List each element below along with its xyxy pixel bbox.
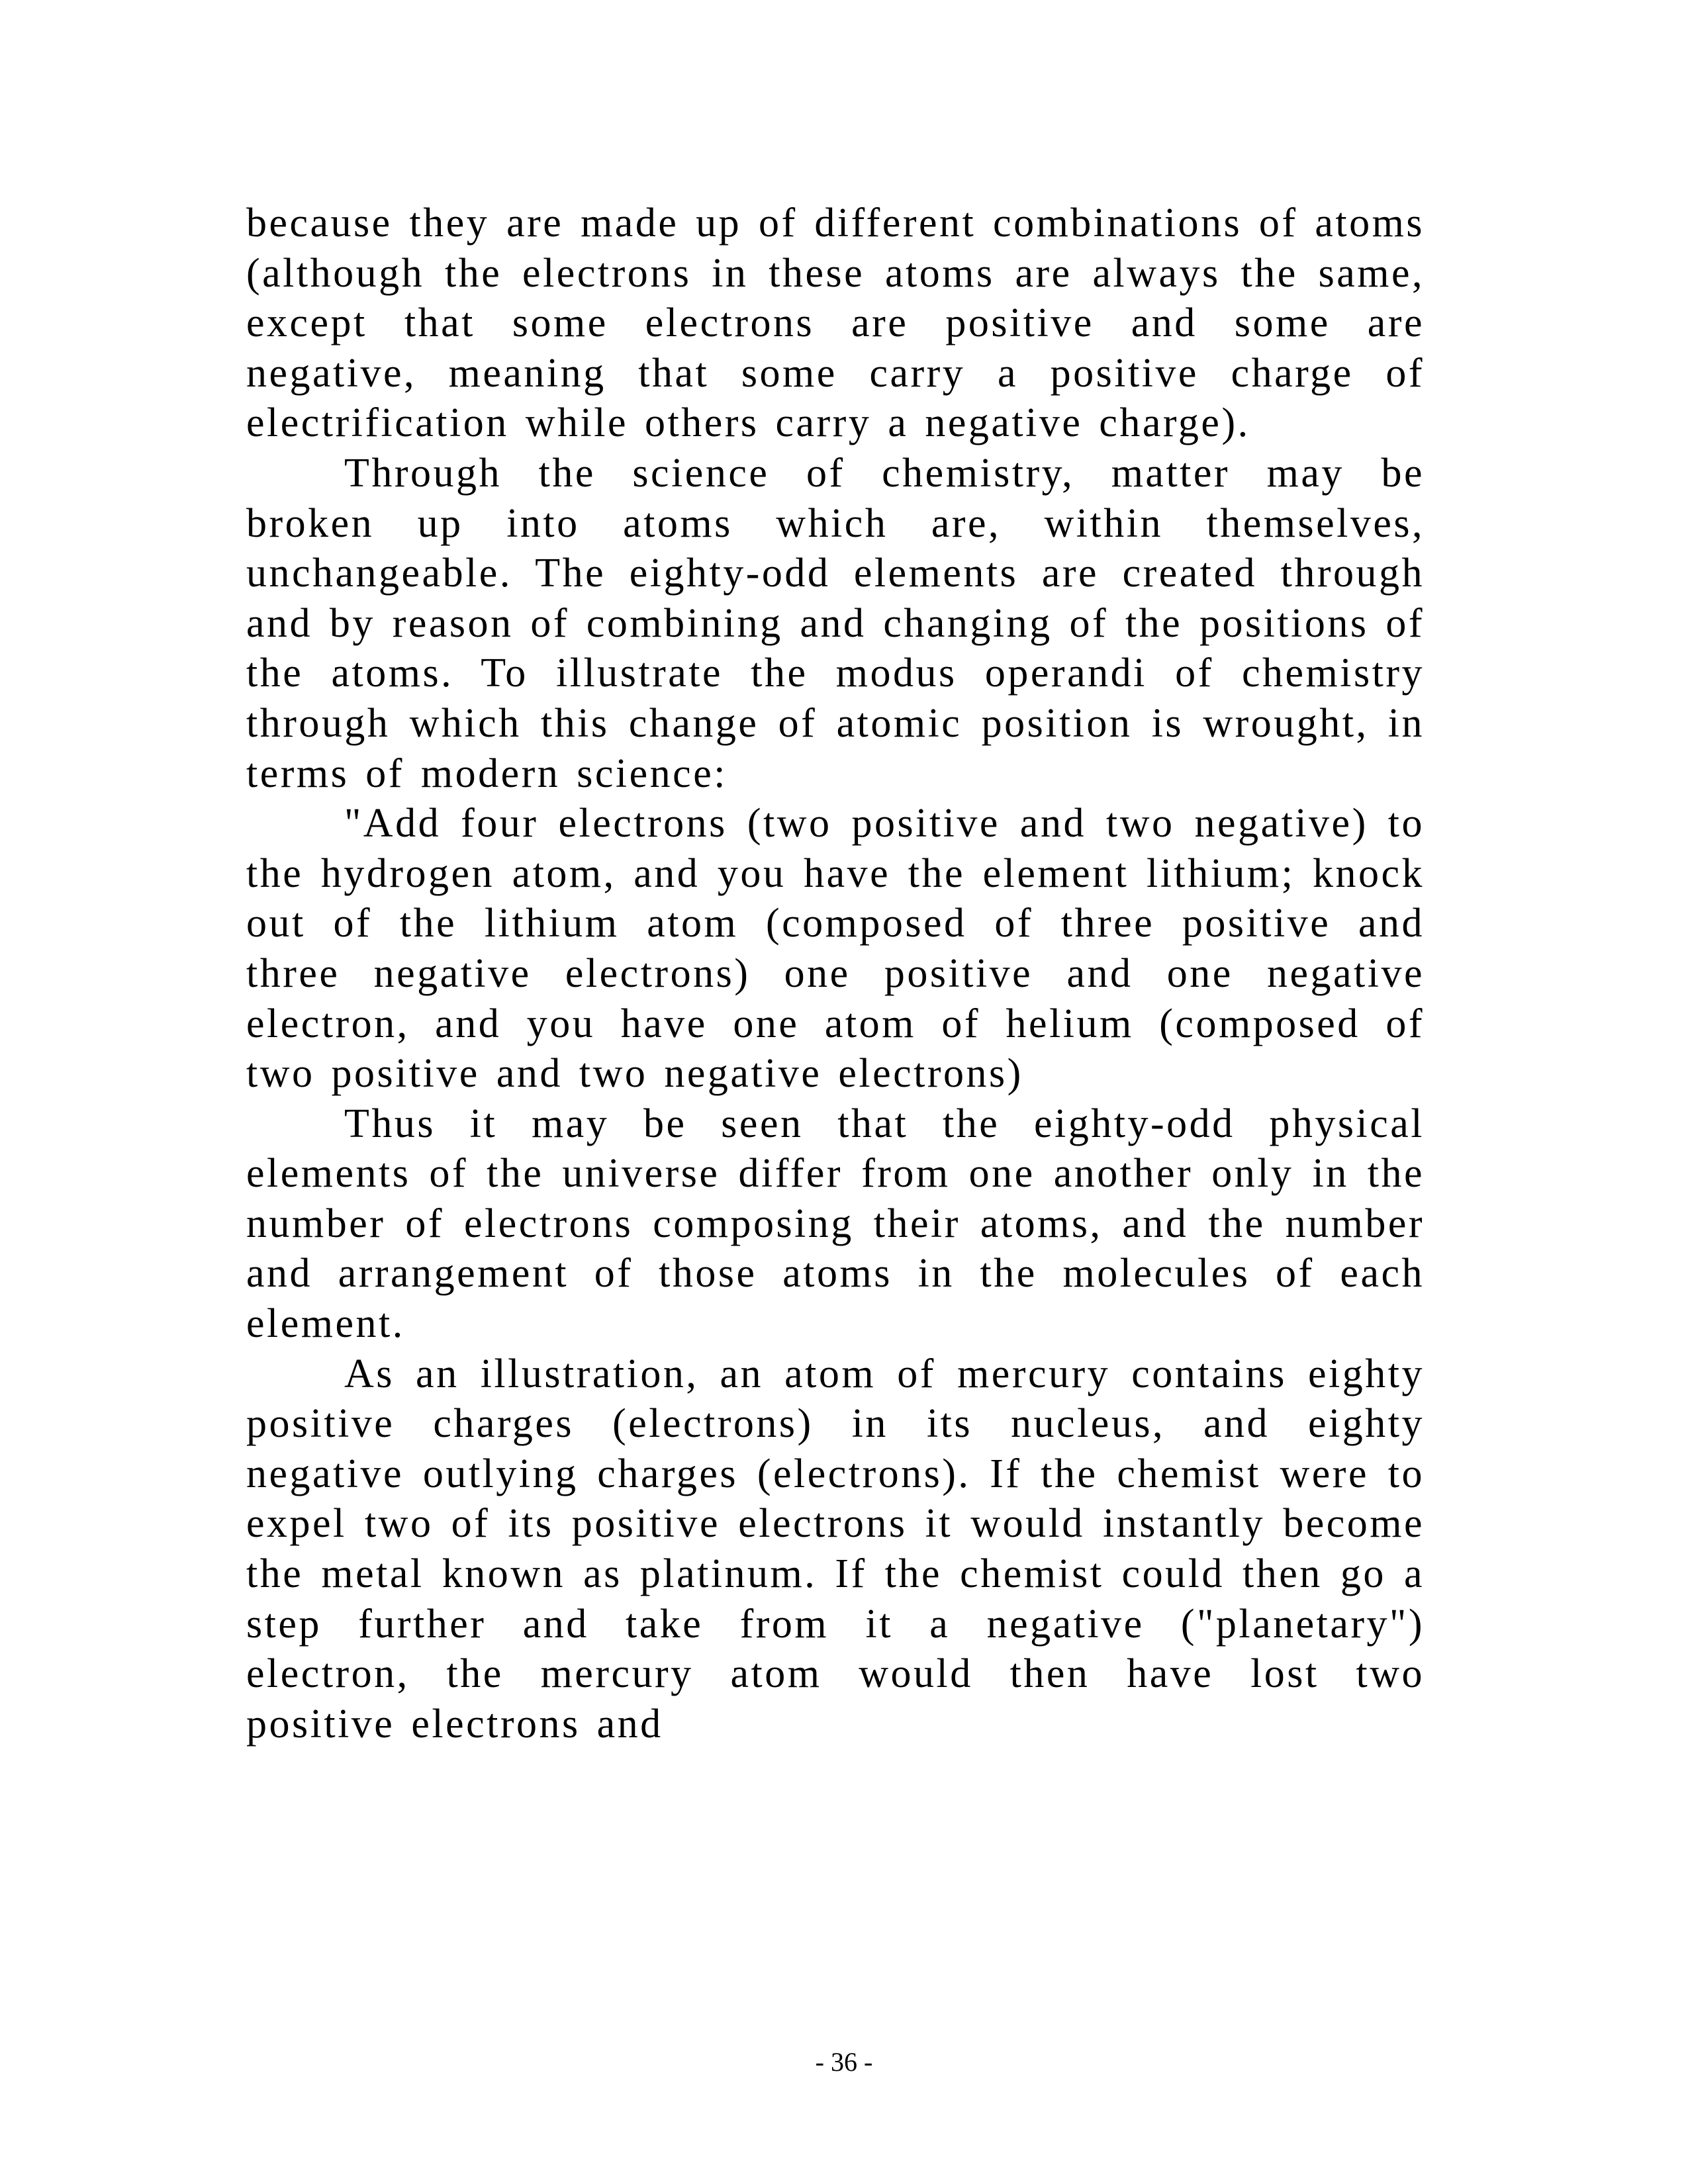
page-number: - 36 - [815,2047,873,2077]
paragraph-mercury-illustration: As an illustration, an atom of mercury contains eighty positive charges (electrons) in its nucleus, and eighty negative outlying charges (electrons). If the chemist were to expel two of its positive electrons it would instantly become the metal known as platinum. If the chemist could then go a step further and take from it a negative ("planetary") electron, the mercury atom would then have lost two positive electrons and [246,1351,1425,1747]
body-text [246,199,1425,1749]
paragraph-elements-differ: Thus it may be seen that the eighty-odd physical elements of the universe differ from one another only in the number of electrons composing their atoms, and the number and arrangement of those atoms in the molecules of each element. [246,1101,1425,1347]
paragraph-continuation: because they are made up of different combinations of atoms (although the electrons in these atoms are always the same, except that some electrons are positive and some are negative, meaning that some carry a positive charge of electrification while others carry a negative charge). [246,201,1425,446]
paragraph-quote-electrons: "Add four electrons (two positive and two negative) to the hydrogen atom, and you have the element lithium; knock out of the lithium atom (composed of three positive and three negative electrons) one positive and one negative electron, and you have one atom of helium (composed of two positive and two negative electrons) [246,801,1425,1097]
paragraph-chemistry: Through the science of chemistry, matter may be broken up into atoms which are, within themselves, unchangeable. The eighty-odd elements are created through and by reason of combining and changing of the positions of the atoms. To illustrate the modus operandi of chemistry through which this change of atomic position is wrought, in terms of modern science: [246,450,1425,796]
